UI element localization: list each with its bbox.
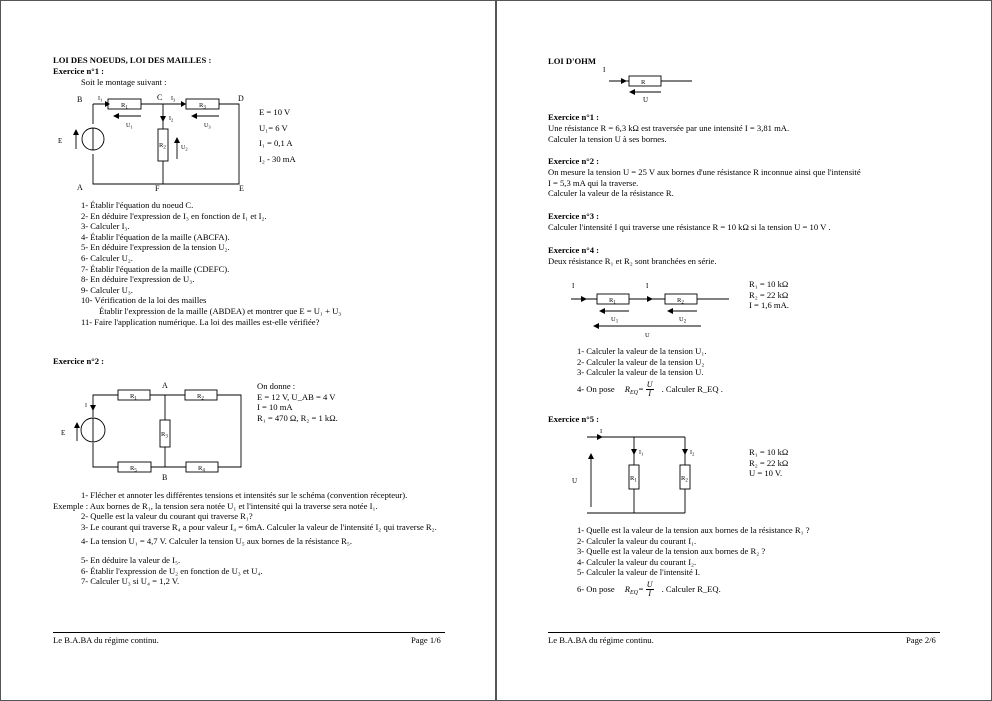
p2-ex4-intro: Deux résistance R₁ et R₂ sont branchées en série.	[548, 256, 717, 266]
svg-text:U1: $U_1$	[611, 316, 619, 325]
svg-text:F: F	[155, 184, 160, 193]
footer-divider	[53, 632, 445, 633]
footer-page-number: Page 1/6	[411, 635, 441, 645]
p2-ex5-values: R₁ = 10 kΩ R₂ = 22 kΩ U = 10 V.	[749, 447, 789, 479]
p2-ex4-values: R₁ = 10 kΩ R₂ = 22 kΩ I = 1,6 mA.	[749, 279, 789, 311]
footer-divider	[548, 632, 940, 633]
footer-left: Le B.A.BA du régime continu.	[548, 635, 654, 645]
page1-heading: LOI DES NOEUDS, LOI DES MAILLES :	[53, 55, 212, 65]
svg-text:U: U	[572, 477, 578, 485]
svg-text:I: I	[85, 403, 87, 409]
page-2	[496, 0, 992, 701]
svg-text:R3: $R_3$	[161, 431, 168, 440]
svg-text:R1: $R_1$	[130, 393, 137, 402]
svg-text:R2: $R_2$	[681, 475, 688, 484]
svg-text:E: E	[58, 137, 63, 145]
svg-text:I2: $I_2$	[690, 450, 695, 457]
svg-text:I: I	[600, 428, 603, 435]
svg-text:U: U	[645, 332, 650, 339]
svg-text:R2: $R_2$	[677, 297, 684, 306]
svg-text:E: E	[239, 184, 244, 193]
p2-ex5-title: Exercice n°5 :	[548, 414, 600, 424]
svg-text:C: C	[157, 93, 163, 102]
ex2-given: On donne : E = 12 V, U_AB = 4 V I = 10 mA R₁ = 470 Ω, R₂ = 1 kΩ.	[257, 381, 338, 423]
ex1-questions: 1- Établir l'équation du noeud C. 2- En déduire l'expression de I₃ en fonction de I₁ et I₂. 3- Calculer I₃. 4- Établir l'équation de la maille (ABCFA). 5- En déduire l'expression de la tension U₂. 6- Calculer U₂. 7- Établir l'équation de la maille (CDEFC). 8- En déduire l'expression de U₃. 9- Calculer U₃. 10- Vérification de la loi des mailles Établir l'expression de la maille (ABDEA) et montrer que E = U₁ + U₃ 11- Faire l'application numérique. La loi des mailles est-elle vérifiée?	[81, 200, 342, 327]
parallel-circuit-diagram	[567, 427, 697, 517]
p2-ex4-questions: 1- Calculer la valeur de la tension U₁. 2- Calculer la valeur de la tension U₂ 3- Calculer la valeur de la tension U. 4- On pose $R_{EQ}=$ $\frac{U}{I}$ . Calculer R_EQ .	[577, 346, 723, 398]
ex1-title: Exercice n°1 :	[53, 66, 105, 76]
svg-text:A: A	[77, 183, 83, 192]
svg-text:R2: $R_2$	[197, 393, 204, 402]
svg-text:I1: $I_1$	[639, 450, 644, 457]
footer-left: Le B.A.BA du régime continu.	[53, 635, 159, 645]
circuit-diagram-1	[53, 89, 253, 194]
svg-text:U2: $U_2$	[181, 145, 188, 152]
svg-text:I3: $I_3$	[171, 96, 176, 103]
svg-text:E: E	[61, 429, 66, 437]
circuit-diagram-2	[53, 377, 253, 485]
ex2-questions: 1- Flécher et annoter les différentes tensions et intensités sur le schéma (convention récepteur). Exemple : Aux bornes de R₁, la tension sera notée U₁ et l'intensité qui la traverse sera notée I₁. 2- Quelle est la valeur du courant qui traverse R₁? 3- Le courant qui traverse R₄ a pour valeur I₄ = 6mA. Calculer la valeur de l'intensité I₂ qui traverse R₂. 4- La tension U₁ = 4,7 V. Calculer la tension U₅ aux bornes de la résistance R₅. 5- En déduire la valeur de I₅. 6- Établir l'expression de U₂ en fonction de U₃ et U₄. 7- Calculer U₃ si U₄ = 1,2 V.	[53, 490, 437, 587]
ex2-title: Exercice n°2 :	[53, 356, 105, 366]
svg-text:I: I	[603, 66, 606, 74]
p2-ex2-text: On mesure la tension U = 25 V aux bornes d'une résistance R inconnue ainsi que l'intensité I = 5,3 mA qui la traverse. Calculer la valeur de la résistance R.	[548, 167, 861, 199]
ex1-intro: Soit le montage suivant :	[81, 77, 167, 87]
svg-text:R2: $R_2$	[159, 142, 166, 151]
page2-heading: LOI D'OHM	[548, 56, 596, 66]
p2-ex1-title: Exercice n°1 :	[548, 112, 600, 122]
svg-text:R: R	[641, 79, 646, 86]
svg-text:I: I	[572, 282, 575, 290]
p2-ex4-title: Exercice n°4 :	[548, 245, 600, 255]
svg-text:R1: $R_1$	[121, 102, 128, 111]
svg-text:U1: $U_1$	[126, 123, 133, 130]
p2-ex3-text: Calculer l'intensité I qui traverse une résistance R = 10 kΩ si la tension U = 10 V .	[548, 222, 831, 232]
p2-ex3-title: Exercice n°3 :	[548, 211, 600, 221]
ohm-law-diagram	[597, 63, 697, 105]
svg-text:B: B	[162, 473, 168, 482]
p2-ex1-text: Une résistance R = 6,3 kΩ est traversée par une intensité I = 3,81 mA. Calculer la tension U à ses bornes.	[548, 123, 790, 144]
svg-text:B: B	[77, 95, 83, 104]
svg-text:R3: $R_3$	[199, 102, 206, 111]
svg-text:D: D	[238, 94, 244, 103]
svg-text:U3: $U_3$	[204, 123, 211, 130]
ex1-values: E = 10 V U₁= 6 V I₁ = 0,1 A I₂ - 30 mA	[259, 107, 296, 164]
series-circuit-diagram	[567, 279, 737, 341]
p2-ex2-title: Exercice n°2 :	[548, 156, 600, 166]
p2-ex5-questions: 1- Quelle est la valeur de la tension aux bornes de la résistance R₁ ? 2- Calculer la valeur du courant I₁. 3- Quelle est la valeur de la tension aux bornes de R₂ ? 4- Calculer la valeur du courant I₂. 5- Calculer la valeur de l'intensité I. 6- On pose $R_{EQ}=$ $\frac{U}{I}$ . Calculer R_EQ.	[577, 525, 810, 598]
svg-text:A: A	[162, 381, 168, 390]
svg-text:U2: $U_2$	[679, 316, 687, 325]
svg-text:R1: $R_1$	[630, 475, 637, 484]
svg-text:I1: $I_1$	[98, 96, 103, 103]
svg-text:R4: $R_4$	[198, 465, 205, 474]
svg-text:R1: $R_1$	[609, 297, 616, 306]
svg-text:U: U	[643, 96, 649, 104]
svg-text:I2: $I_2$	[169, 116, 174, 123]
svg-text:R5: $R_5$	[130, 465, 137, 474]
footer-page-number: Page 2/6	[906, 635, 936, 645]
svg-text:I: I	[646, 282, 649, 290]
